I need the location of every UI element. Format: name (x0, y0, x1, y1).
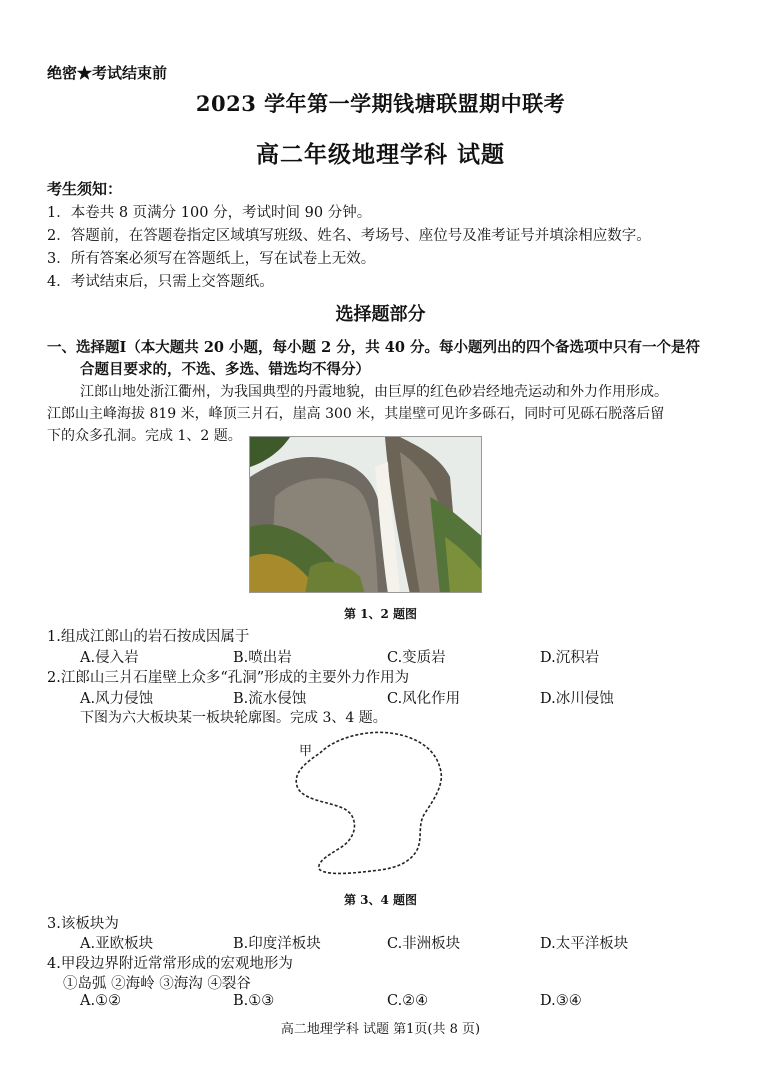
question-stem: 1.组成江郎山的岩石按成因属于 (47, 629, 250, 645)
answer-option: A.侵入岩 (80, 650, 139, 666)
figure-caption: 第 1、2 题图 (343, 607, 418, 621)
part-heading-continued: 合题目要求的，不选、多选、错选均不得分） (80, 361, 370, 378)
answer-option: D.冰川侵蚀 (540, 691, 614, 707)
passage-line: 江郎山地处浙江衢州，为我国典型的丹霞地貌，由巨厚的红色砂岩经地壳运动和外力作用形成。 (80, 384, 668, 400)
answer-option: C.非洲板块 (387, 936, 461, 952)
answer-option: D.太平洋板块 (540, 936, 629, 952)
question-stem: 3.该板块为 (47, 916, 119, 932)
answer-option: A.亚欧板块 (80, 936, 154, 952)
answer-option: C.变质岩 (387, 650, 446, 666)
answer-option: A.①② (80, 993, 122, 1009)
answer-option: B.印度洋板块 (233, 936, 321, 952)
notice-item: 3．所有答案必须写在答题纸上，写在试卷上无效。 (47, 251, 376, 267)
answer-option: D.③④ (540, 993, 582, 1009)
answer-option: B.①③ (233, 993, 275, 1009)
question-stem: 4.甲段边界附近常常形成的宏观地形为 (47, 956, 293, 972)
exam-subtitle: 高二年级地理学科 试题 (255, 141, 505, 168)
page-footer: 高二地理学科 试题 第1页(共 8 页) (280, 1022, 481, 1037)
map-label-jia: 甲 (299, 744, 313, 759)
section-title: 选择题部分 (335, 304, 426, 325)
notice-heading: 考生须知： (47, 180, 123, 198)
answer-option: C.②④ (387, 993, 429, 1009)
exam-title: 2023 学年第一学期钱塘联盟期中联考 (195, 91, 566, 116)
passage-line: 下的众多孔洞。完成 1、2 题。 (47, 428, 242, 444)
plate-outline-map (285, 728, 465, 878)
part-heading: 一、选择题Ⅰ（本大题共 20 小题，每小题 2 分，共 40 分。每小题列出的四个备选项中只有一个是符 (47, 339, 701, 356)
passage-line: 下图为六大板块某一板块轮廓图。完成 3、4 题。 (80, 710, 387, 726)
answer-option: B.喷出岩 (233, 650, 292, 666)
notice-item: 4．考试结束后，只需上交答题纸。 (47, 274, 274, 290)
question-choices: ①岛弧 ②海岭 ③海沟 ④裂谷 (63, 976, 251, 992)
notice-item: 2．答题前，在答题卷指定区域填写班级、姓名、考场号、座位号及准考证号并填涂相应数字。 (47, 228, 651, 244)
answer-option: A.风力侵蚀 (80, 691, 154, 707)
jianglang-mountain-photo (249, 436, 482, 593)
notice-item: 1．本卷共 8 页满分 100 分，考试时间 90 分钟。 (47, 205, 372, 221)
passage-line: 江郎山主峰海拔 819 米，峰顶三爿石，崖高 300 米，其崖壁可见许多砾石，同时可见砾石脱落后留 (47, 406, 665, 422)
answer-option: D.沉积岩 (540, 650, 600, 666)
question-stem: 2.江郎山三爿石崖壁上众多“孔洞”形成的主要外力作用为 (47, 670, 410, 686)
confidential-label: 绝密★考试结束前 (47, 64, 168, 82)
figure-caption: 第 3、4 题图 (343, 893, 418, 907)
answer-option: B.流水侵蚀 (233, 691, 307, 707)
answer-option: C.风化作用 (387, 691, 461, 707)
